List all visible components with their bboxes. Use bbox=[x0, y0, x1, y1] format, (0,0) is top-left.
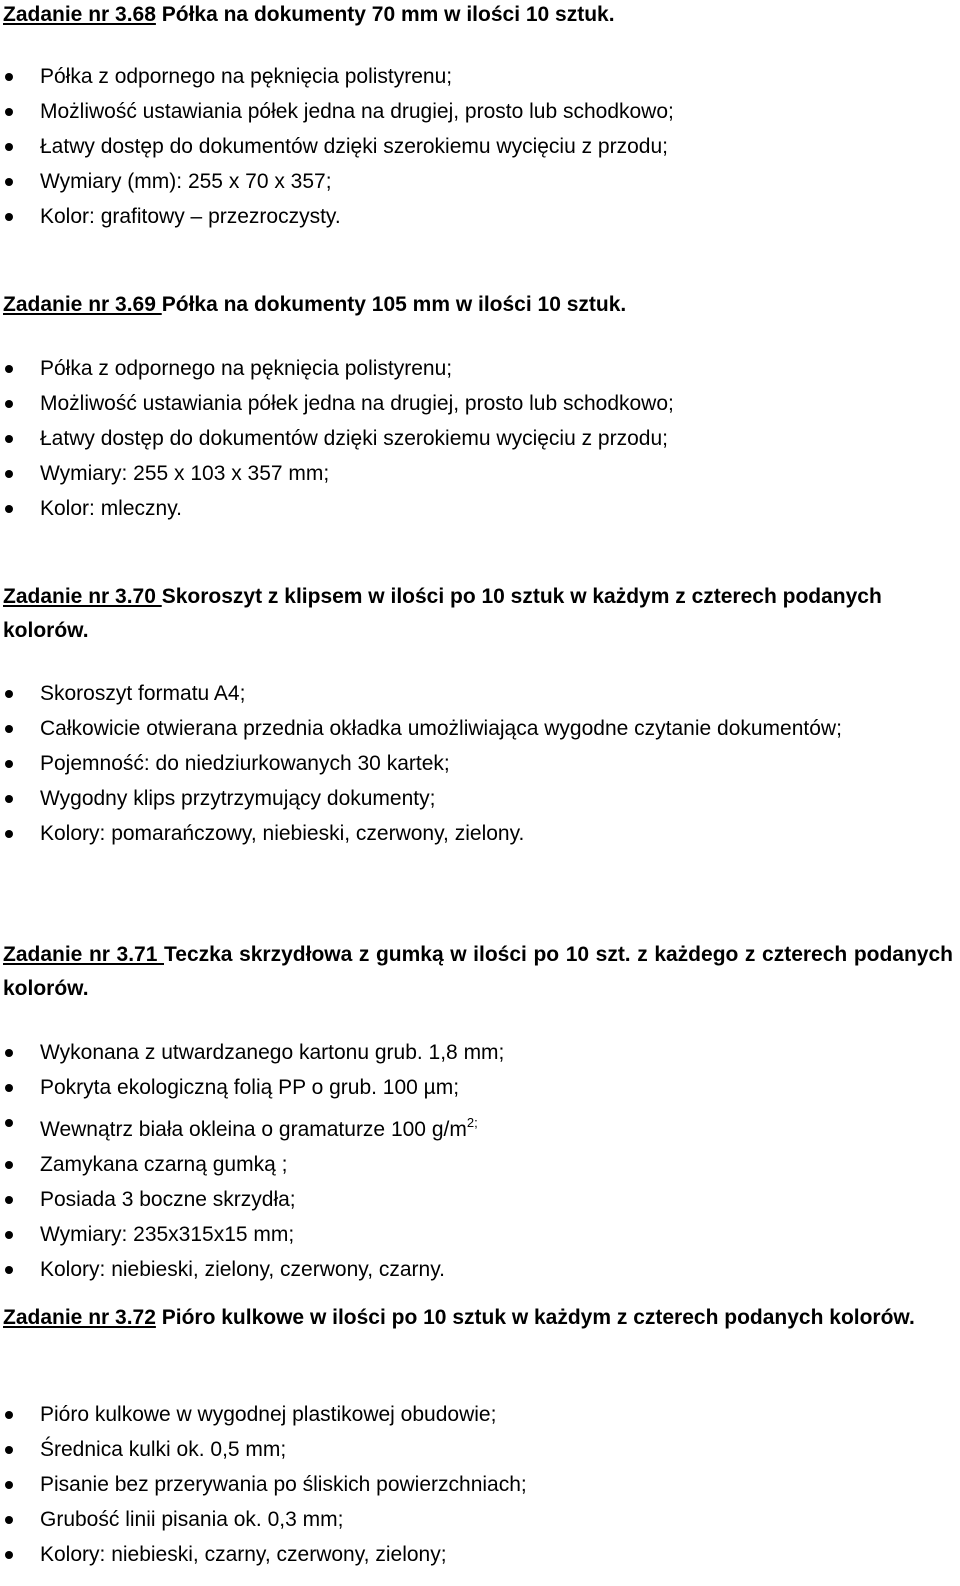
task-number: Zadanie nr 3.68 bbox=[3, 3, 156, 26]
task-number: Zadanie nr 3.70 bbox=[3, 585, 162, 608]
bullet-icon bbox=[5, 1161, 13, 1169]
bullet-icon bbox=[5, 725, 13, 733]
spec-list-3-71 bbox=[0, 1035, 955, 1287]
list-item bbox=[0, 1502, 955, 1537]
list-item-text: Całkowicie otwierana przednia okładka umożliwiająca wygodne czytanie dokumentów; bbox=[40, 717, 842, 740]
list-item-text: Możliwość ustawiania półek jedna na drugiej, prosto lub schodkowo; bbox=[40, 100, 674, 123]
list-item-text: Wymiary: 235x315x15 mm; bbox=[40, 1223, 295, 1246]
list-item-text: Kolory: niebieski, czarny, czerwony, zielony; bbox=[40, 1543, 447, 1566]
task-title: Półka na dokumenty 70 mm w ilości 10 sztuk. bbox=[155, 3, 615, 26]
spec-list-3-70 bbox=[0, 676, 955, 851]
section-heading-3-72 bbox=[3, 1301, 953, 1335]
bullet-icon bbox=[5, 1049, 13, 1057]
list-item-text: Wymiary: 255 x 103 x 357 mm; bbox=[40, 462, 330, 485]
bullet-icon bbox=[5, 1446, 13, 1454]
spec-list-3-72 bbox=[0, 1397, 955, 1572]
list-item bbox=[0, 351, 955, 386]
bullet-icon bbox=[5, 1516, 13, 1524]
bullet-icon bbox=[5, 1231, 13, 1239]
list-item bbox=[0, 1070, 955, 1105]
list-item-text: Pisanie bez przerywania po śliskich powierzchniach; bbox=[40, 1473, 527, 1496]
bullet-icon bbox=[5, 470, 13, 478]
bullet-icon bbox=[5, 73, 13, 81]
bullet-icon bbox=[5, 400, 13, 408]
spec-list-3-69 bbox=[0, 351, 955, 526]
list-item bbox=[0, 1217, 955, 1252]
list-item bbox=[0, 1397, 955, 1432]
list-item-text: Łatwy dostęp do dokumentów dzięki szerokiemu wycięciu z przodu; bbox=[40, 427, 668, 450]
list-item bbox=[0, 1147, 955, 1182]
list-item-text: Pojemność: do niedziurkowanych 30 kartek; bbox=[40, 752, 450, 775]
list-item-text: Kolor: mleczny. bbox=[40, 497, 182, 520]
list-item bbox=[0, 491, 955, 526]
task-title: Teczka skrzydłowa z gumką w ilości po 10 szt. z każdego z czterech podanych kolorów. bbox=[3, 943, 953, 1000]
list-item-text: Pióro kulkowe w wygodnej plastikowej obudowie; bbox=[40, 1403, 497, 1426]
section-heading-3-70 bbox=[3, 580, 953, 648]
list-item bbox=[0, 94, 955, 129]
task-number: Zadanie nr 3.71 bbox=[3, 943, 164, 966]
bullet-icon bbox=[5, 1196, 13, 1204]
list-item bbox=[0, 676, 955, 711]
bullet-icon bbox=[5, 1119, 13, 1127]
spec-list-3-68 bbox=[0, 59, 955, 234]
bullet-icon bbox=[5, 505, 13, 513]
bullet-icon bbox=[5, 1084, 13, 1092]
bullet-icon bbox=[5, 830, 13, 838]
list-item-text: Kolory: niebieski, zielony, czerwony, czarny. bbox=[40, 1258, 445, 1281]
section-heading-3-69 bbox=[3, 288, 953, 322]
list-item bbox=[0, 1252, 955, 1287]
bullet-icon bbox=[5, 1266, 13, 1274]
list-item bbox=[0, 711, 955, 746]
bullet-icon bbox=[5, 1481, 13, 1489]
superscript: 2; bbox=[466, 1115, 478, 1130]
bullet-icon bbox=[5, 760, 13, 768]
list-item-text: Średnica kulki ok. 0,5 mm; bbox=[40, 1438, 287, 1461]
bullet-icon bbox=[5, 690, 13, 698]
bullet-icon bbox=[5, 365, 13, 373]
list-item bbox=[0, 421, 955, 456]
task-title: Półka na dokumenty 105 mm w ilości 10 sztuk. bbox=[161, 293, 627, 316]
list-item-text: Wewnątrz biała okleina o gramaturze 100 g/m bbox=[40, 1118, 467, 1141]
bullet-icon bbox=[5, 795, 13, 803]
bullet-icon bbox=[5, 178, 13, 186]
list-item bbox=[0, 456, 955, 491]
bullet-icon bbox=[5, 435, 13, 443]
section-heading-3-68 bbox=[3, 0, 953, 32]
list-item bbox=[0, 386, 955, 421]
list-item-text: Kolory: pomarańczowy, niebieski, czerwony, zielony. bbox=[40, 822, 525, 845]
list-item-text: Półka z odpornego na pęknięcia polistyrenu; bbox=[40, 65, 453, 88]
list-item bbox=[0, 781, 955, 816]
list-item bbox=[0, 199, 955, 234]
task-number: Zadanie nr 3.72 bbox=[3, 1306, 156, 1329]
list-item bbox=[0, 816, 955, 851]
bullet-icon bbox=[5, 143, 13, 151]
list-item-text: Skoroszyt formatu A4; bbox=[40, 682, 246, 705]
list-item-text: Możliwość ustawiania półek jedna na drugiej, prosto lub schodkowo; bbox=[40, 392, 674, 415]
list-item-text: Posiada 3 boczne skrzydła; bbox=[40, 1188, 296, 1211]
bullet-icon bbox=[5, 213, 13, 221]
list-item bbox=[0, 1537, 955, 1572]
task-number: Zadanie nr 3.69 bbox=[3, 293, 162, 316]
list-item-text: Grubość linii pisania ok. 0,3 mm; bbox=[40, 1508, 344, 1531]
task-title: Skoroszyt z klipsem w ilości po 10 sztuk w każdym z czterech podanych kolorów. bbox=[3, 585, 882, 642]
list-item bbox=[0, 746, 955, 781]
list-item-text: Kolor: grafitowy – przezroczysty. bbox=[40, 205, 341, 228]
list-item bbox=[0, 1432, 955, 1467]
list-item-text: Wymiary (mm): 255 x 70 x 357; bbox=[40, 170, 332, 193]
list-item bbox=[0, 59, 955, 94]
bullet-icon bbox=[5, 1551, 13, 1559]
list-item bbox=[0, 129, 955, 164]
list-item-text: Pokryta ekologiczną folią PP o grub. 100 µm; bbox=[40, 1076, 460, 1099]
list-item-text: Wygodny klips przytrzymujący dokumenty; bbox=[40, 787, 436, 810]
list-item bbox=[0, 1035, 955, 1070]
list-item-text: Łatwy dostęp do dokumentów dzięki szerokiemu wycięciu z przodu; bbox=[40, 135, 668, 158]
section-heading-3-71 bbox=[3, 938, 953, 1006]
list-item-text: Wykonana z utwardzanego kartonu grub. 1,8 mm; bbox=[40, 1041, 505, 1064]
bullet-icon bbox=[5, 108, 13, 116]
list-item bbox=[0, 164, 955, 199]
bullet-icon bbox=[5, 1411, 13, 1419]
list-item-text: Zamykana czarną gumką ; bbox=[40, 1153, 288, 1176]
list-item-text: Półka z odpornego na pęknięcia polistyrenu; bbox=[40, 357, 453, 380]
list-item bbox=[0, 1182, 955, 1217]
task-title: Pióro kulkowe w ilości po 10 sztuk w każdym z czterech podanych kolorów. bbox=[155, 1306, 915, 1329]
list-item bbox=[0, 1467, 955, 1502]
list-item bbox=[0, 1105, 955, 1147]
